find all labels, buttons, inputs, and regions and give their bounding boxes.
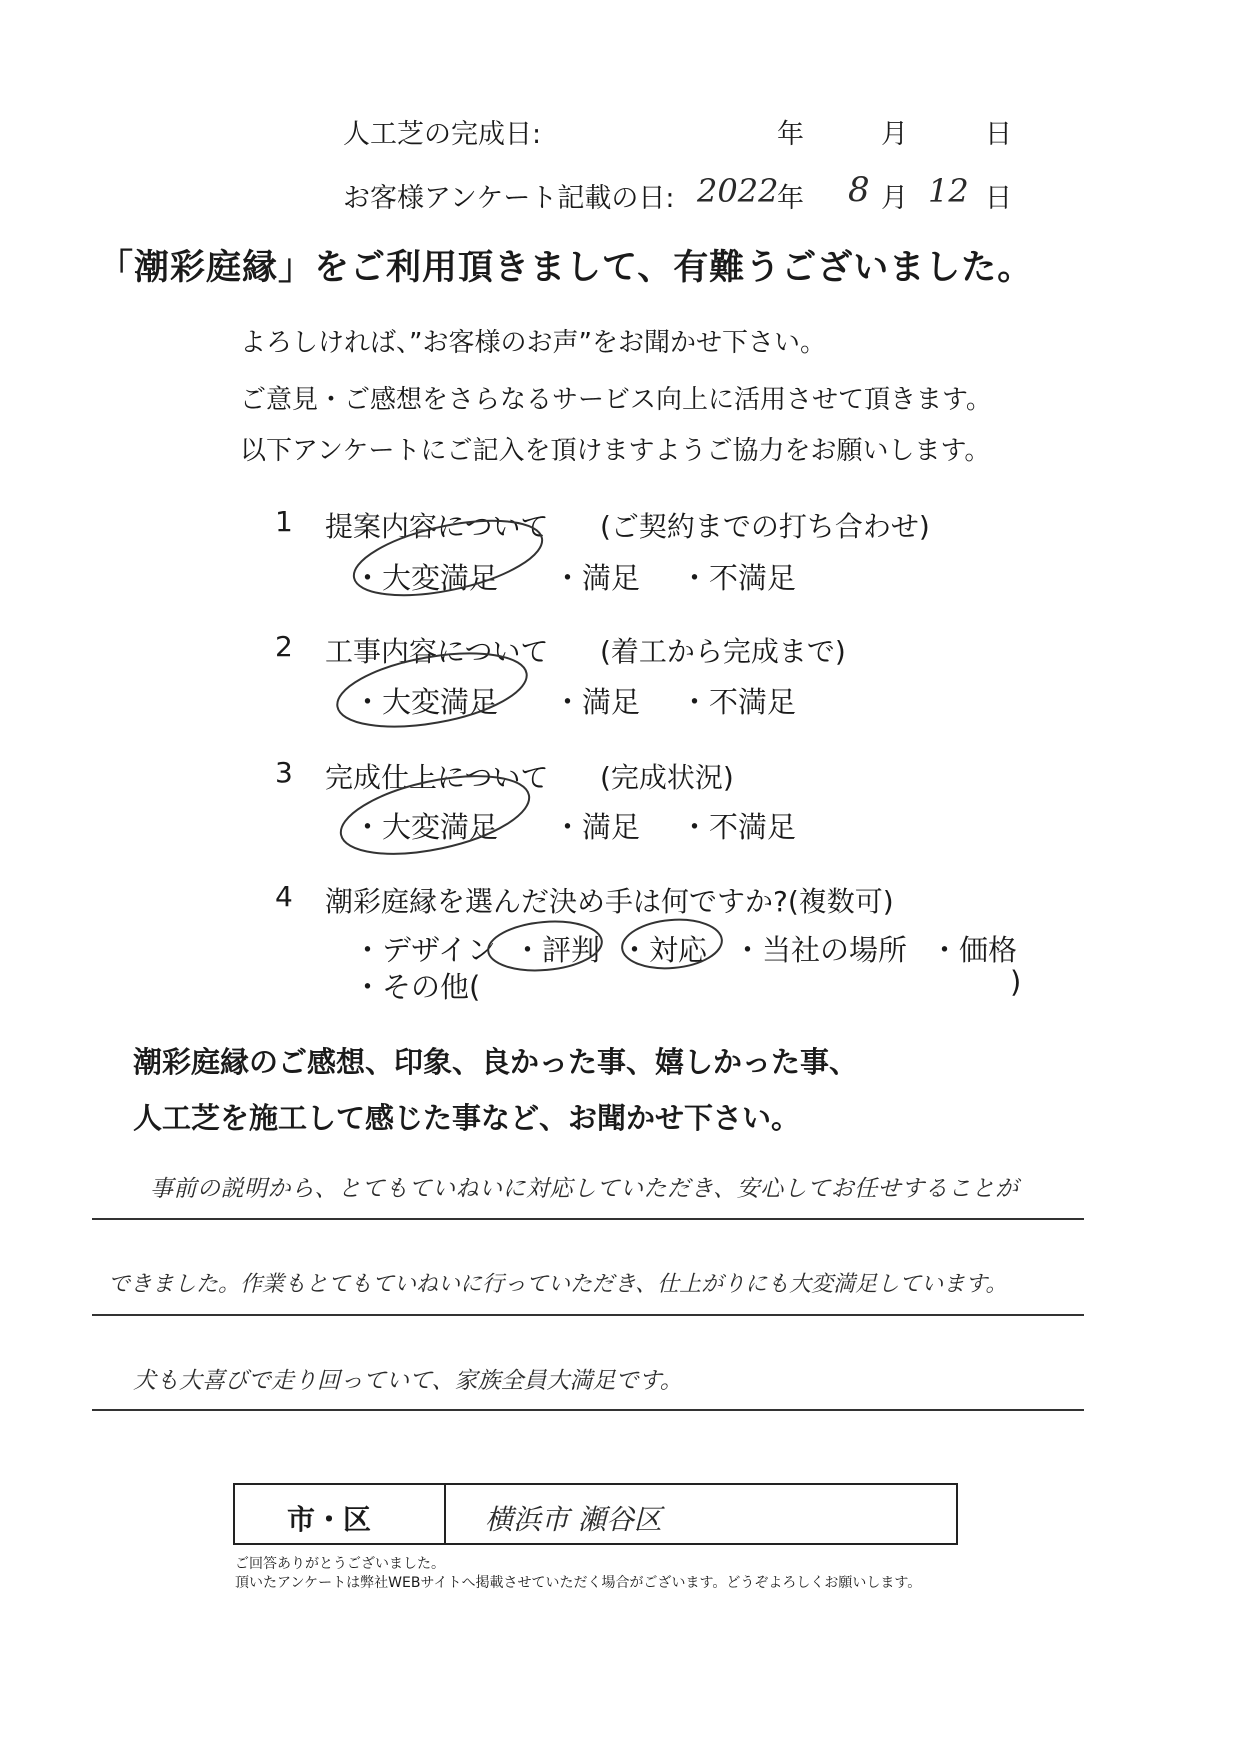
survey-year-unit: 年: [777, 183, 804, 214]
q4-option-response[interactable]: ・対応: [620, 933, 708, 967]
q1-option-very-satisfied[interactable]: ・大変満足: [353, 561, 499, 595]
survey-year-value: 2022: [697, 172, 779, 210]
q3-option-dissatisfied[interactable]: ・不満足: [680, 810, 797, 844]
q2-option-dissatisfied[interactable]: ・不満足: [680, 685, 797, 719]
q3-subtitle: (完成状況): [600, 761, 734, 794]
survey-day-unit: 日: [985, 183, 1012, 214]
footer-line-1: ご回答ありがとうございました。: [235, 1556, 445, 1572]
completion-year-unit: 年: [777, 119, 804, 150]
survey-date-label: お客様アンケート記載の日:: [343, 183, 675, 214]
q3-option-very-satisfied[interactable]: ・大変満足: [353, 810, 499, 844]
q3-option-satisfied[interactable]: ・満足: [553, 810, 641, 844]
q2-option-very-satisfied[interactable]: ・大変満足: [353, 685, 499, 719]
q1-option-dissatisfied[interactable]: ・不満足: [680, 561, 797, 595]
q1-option-satisfied[interactable]: ・満足: [553, 561, 641, 595]
location-label: 市・区: [287, 1503, 372, 1536]
intro-line-3: 以下アンケートにご記入を頂けますようご協力をお願いします。: [240, 436, 991, 466]
q4-response-circle: [620, 916, 724, 973]
q4-title: 潮彩庭縁を選んだ決め手は何ですか?(複数可): [325, 885, 894, 918]
survey-month-value: 8: [848, 170, 870, 210]
q3-title: 完成仕上について: [325, 761, 549, 794]
q4-option-location[interactable]: ・当社の場所: [733, 933, 908, 967]
q4-number: 4: [275, 880, 293, 913]
q4-option-design[interactable]: ・デザイン: [353, 933, 496, 967]
q4-other-label: ・その他(: [353, 970, 481, 1004]
free-prompt-line-2: 人工芝を施工して感じた事など、お聞かせ下さい。: [133, 1101, 801, 1135]
survey-day-value: 12: [928, 172, 969, 210]
handwritten-line-2: できました。作業もとてもていねいに行っていただき、仕上がりにも大変満足しています。: [108, 1272, 1008, 1297]
q3-number: 3: [275, 756, 293, 789]
q4-option-price[interactable]: ・価格: [930, 933, 1018, 967]
q3-selection-circle: [334, 762, 536, 868]
q2-selection-circle: [332, 641, 533, 739]
handwritten-line-3: 犬も大喜びで走り回っていて、家族全員大満足です。: [133, 1368, 683, 1394]
completion-date-label: 人工芝の完成日:: [343, 119, 542, 150]
handwritten-line-1: 事前の説明から、とてもていねいに対応していただき、安心してお任せすることが: [150, 1176, 1019, 1202]
free-prompt-line-1: 潮彩庭縁のご感想、印象、良かった事、嬉しかった事、: [133, 1045, 859, 1079]
completion-month-unit: 月: [881, 119, 908, 150]
intro-line-2: ご意見・ご感想をさらなるサービス向上に活用させて頂きます。: [240, 385, 992, 415]
q2-option-satisfied[interactable]: ・満足: [553, 685, 641, 719]
thank-you-title: 「潮彩庭縁」をご利用頂きまして、有難うございました。: [98, 248, 1034, 288]
survey-month-unit: 月: [881, 183, 908, 214]
q1-selection-circle: [347, 507, 548, 610]
q1-title: 提案内容について: [325, 510, 549, 543]
q4-option-reputation[interactable]: ・評判: [513, 933, 601, 967]
completion-day-unit: 日: [985, 119, 1012, 150]
q2-subtitle: (着工から完成まで): [600, 635, 846, 668]
location-value[interactable]: 横浜市 瀬谷区: [485, 1503, 662, 1536]
q2-number: 2: [275, 630, 293, 663]
intro-line-1: よろしければ、”お客様のお声”をお聞かせ下さい。: [240, 328, 826, 358]
q2-title: 工事内容について: [325, 635, 549, 668]
q1-number: 1: [275, 505, 293, 538]
q1-subtitle: (ご契約までの打ち合わせ): [600, 510, 930, 543]
q4-reputation-circle: [486, 917, 604, 975]
footer-line-2: 頂いたアンケートは弊社WEBサイトへ掲載させていただく場合がございます。どうぞよろしくお願いします。: [235, 1575, 922, 1591]
q4-other-close: ): [1010, 965, 1022, 999]
